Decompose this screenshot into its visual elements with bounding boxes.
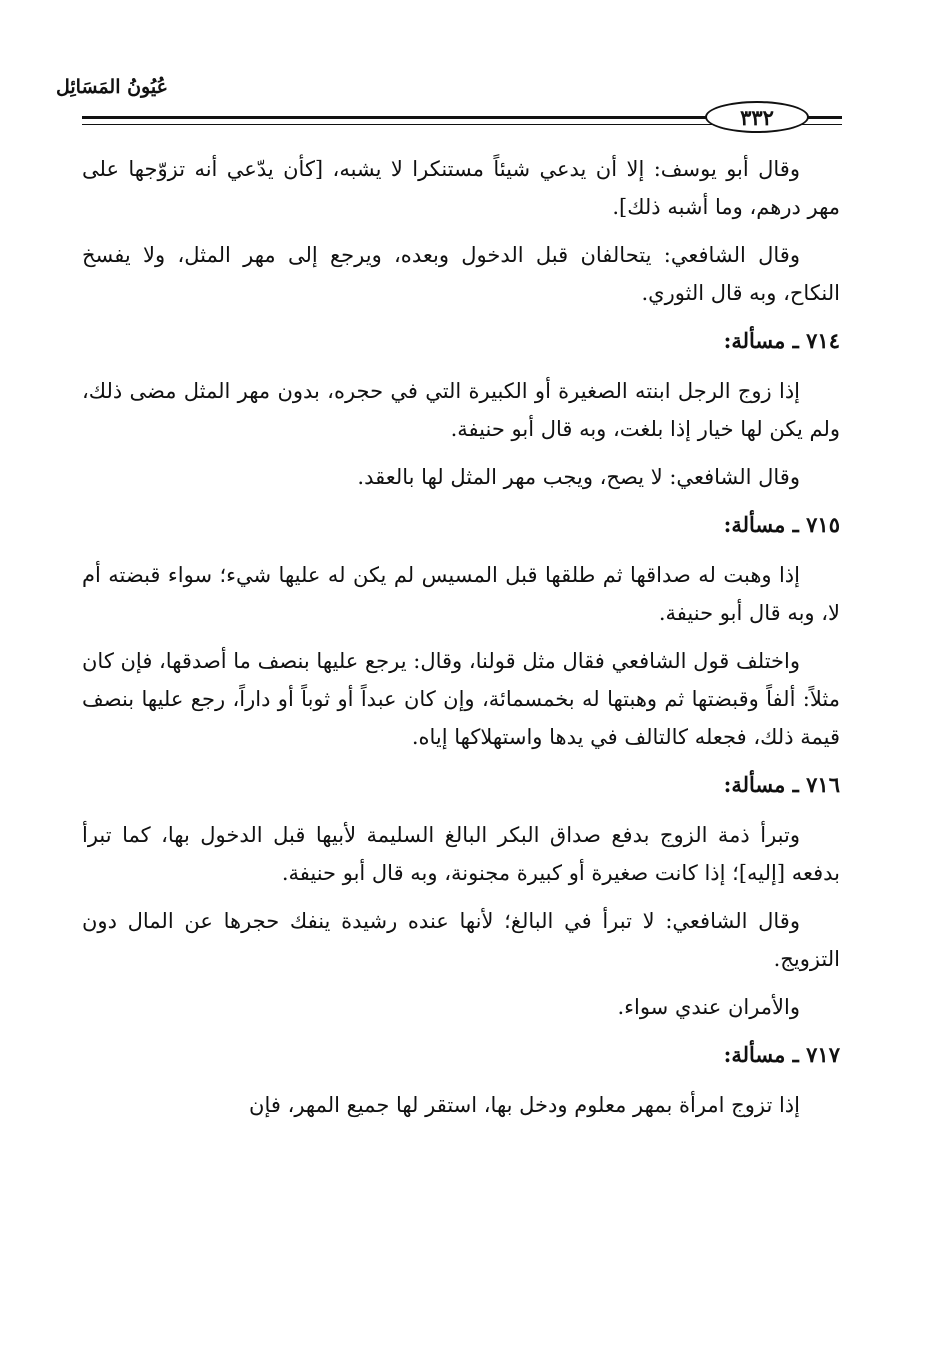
paragraph: والأمران عندي سواء.: [617, 995, 800, 1019]
book-title: عُيُونُ المَسَائِل: [56, 76, 168, 98]
issue-heading: ٧١٤ ـ مسألة:: [723, 328, 840, 353]
issue-heading: ٧١٥ ـ مسألة:: [723, 512, 840, 537]
paragraph: وقال الشافعي: لا تبرأ في البالغ؛ لأنها عنده رشيدة ينفك حجرها عن المال دون التزويج.: [82, 909, 840, 971]
paragraph: وقال أبو يوسف: إلا أن يدعي شيئاً مستنكرا لا يشبه، [كأن يدّعي أنه تزوّجها على مهر درهم، وما أشبه ذلك].: [82, 157, 840, 219]
paragraph: وتبرأ ذمة الزوج بدفع صداق البكر البالغ السليمة لأبيها قبل الدخول بها، كما تبرأ بدفعه [إليه]؛ إذا كانت صغيرة أو كبيرة مجنونة، وبه قال أبو حنيفة.: [82, 823, 840, 885]
paragraph: وقال الشافعي: يتحالفان قبل الدخول وبعده، ويرجع إلى مهر المثل، ولا يفسخ النكاح، وبه قال الثوري.: [82, 243, 840, 305]
paragraph: واختلف قول الشافعي فقال مثل قولنا، وقال: يرجع عليها بنصف ما أصدقها، فإن كان مثلاً: ألفاً وقبضتها ثم وهبتها له بخمسمائة، وإن كان عبداً أو ثوباً أو داراً، رجع عليها بنصف قيمة ذلك، فجعله كالتالف في يدها واستهلاكها إياه.: [82, 649, 840, 749]
page-number-badge: [705, 101, 809, 133]
issue-heading: ٧١٦ ـ مسألة:: [723, 772, 840, 797]
page-body: [82, 150, 840, 1134]
issue-heading: ٧١٧ ـ مسألة:: [723, 1042, 840, 1067]
page-number: ٣٣٢: [740, 104, 774, 130]
paragraph: إذا زوج الرجل ابنته الصغيرة أو الكبيرة التي في حجره، بدون مهر المثل مضى ذلك، ولم يكن لها خيار إذا بلغت، وبه قال أبو حنيفة.: [82, 379, 840, 441]
paragraph: إذا تزوج امرأة بمهر معلوم ودخل بها، استقر لها جميع المهر، فإن: [249, 1093, 800, 1117]
paragraph: إذا وهبت له صداقها ثم طلقها قبل المسيس لم يكن له عليها شيء؛ سواء قبضته أم لا، وبه قال أبو حنيفة.: [82, 563, 840, 625]
paragraph: وقال الشافعي: لا يصح، ويجب مهر المثل لها بالعقد.: [357, 465, 800, 489]
page-header: [0, 0, 927, 140]
